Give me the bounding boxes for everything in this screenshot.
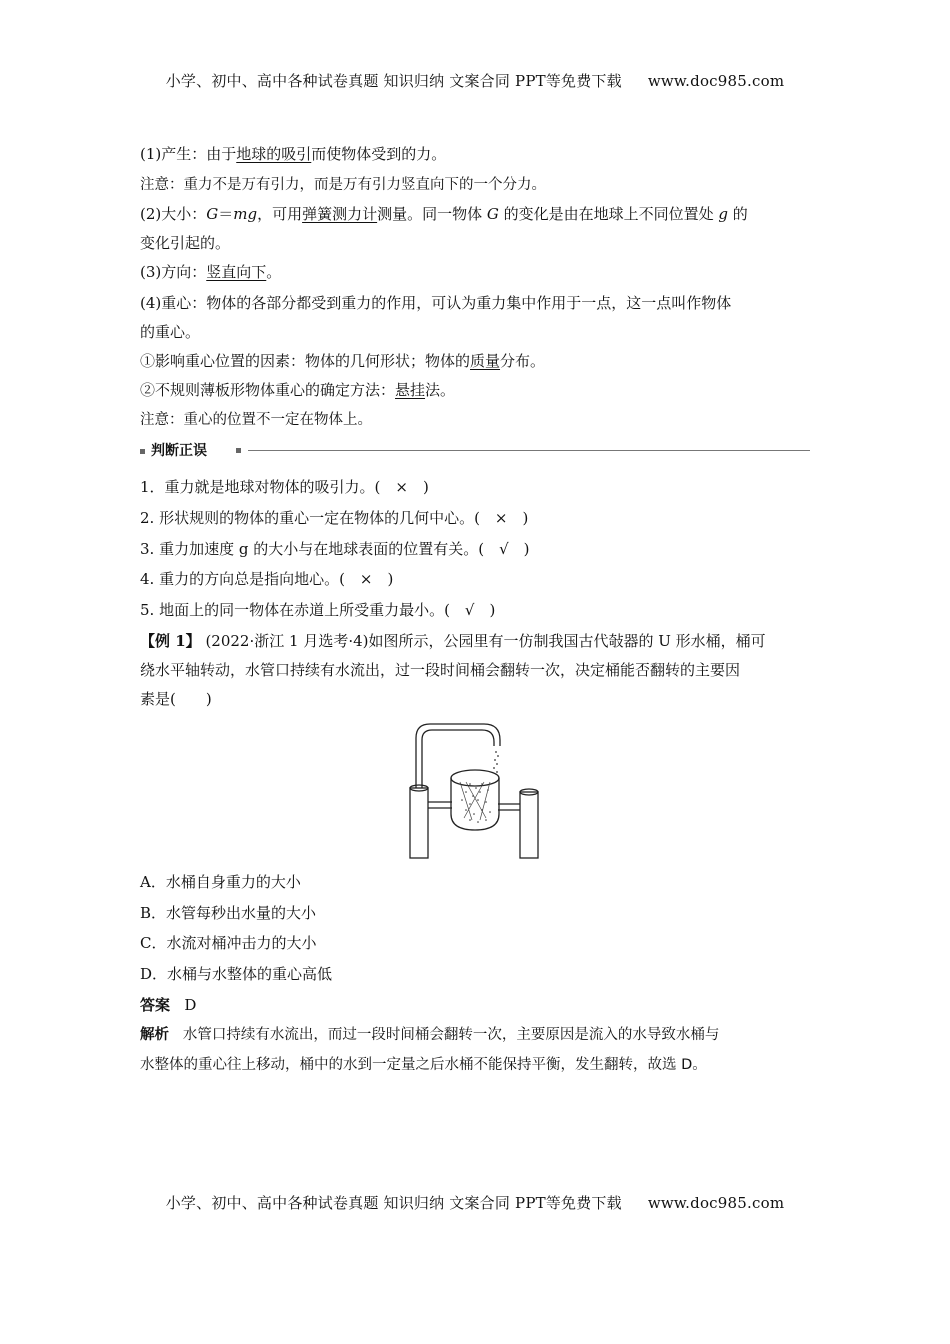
p2-post2: 的变化是由在地球上不同位置处 — [498, 205, 719, 223]
water-stream — [461, 751, 499, 823]
page-header — [0, 70, 950, 91]
right-axle — [498, 804, 520, 810]
header-text: 小学、初中、高中各种试卷真题 知识归纳 文案合同 PPT等免费下载 — [165, 72, 622, 90]
judgment-item: 4. 重力的方向总是指向地心。( × ) — [140, 570, 394, 588]
p2-pre: (2)大小： — [140, 205, 207, 223]
example-line2: 绕水平轴转动，水管口持续有水流出，过一段时间桶会翻转一次，决定桶能否翻转的主要因 — [140, 661, 741, 679]
answer-line — [140, 994, 820, 1016]
para-method — [140, 379, 820, 401]
p2-underline: 弹簧测力计 — [302, 205, 378, 223]
para-magnitude — [140, 203, 820, 225]
left-axle — [428, 802, 452, 808]
option-a: A．水桶自身重力的大小 — [140, 873, 301, 891]
p3-underline: 竖直向下 — [206, 263, 267, 281]
p3-post: 。 — [266, 263, 282, 281]
water-pipe — [416, 724, 500, 788]
p2-g: G — [206, 205, 219, 223]
right-post — [520, 792, 538, 858]
example-question — [140, 630, 820, 652]
example-label: 【例 1】 — [140, 632, 201, 650]
answer-label: 答案 — [140, 996, 171, 1014]
p6-post: 法。 — [425, 381, 456, 399]
note-gravity: 注意：重力不是万有引力，而是万有引力竖直向下的一个分力。 — [140, 177, 546, 193]
section-judgment-header — [140, 440, 810, 462]
judgment-item: 1．重力就是地球对物体的吸引力。( × ) — [140, 478, 429, 496]
para-center-cont: 的重心。 — [140, 323, 201, 341]
analysis-label: 解析 — [140, 1027, 169, 1043]
example-line3: 素是( ) — [140, 690, 212, 708]
p5-post: 分布。 — [500, 352, 546, 370]
judgment-item: 5. 地面上的同一物体在赤道上所受重力最小。( √ ) — [140, 601, 496, 619]
analysis-line1 — [140, 1024, 820, 1046]
footer-site: www.doc985.com — [647, 1194, 785, 1212]
p5-pre: ①影响重心位置的因素：物体的几何形状；物体的 — [140, 352, 471, 370]
page-footer — [0, 1192, 950, 1213]
note-center: 注意：重心的位置不一定在物体上。 — [140, 412, 372, 428]
p2-mg: mg — [233, 205, 258, 223]
bullet-square-icon — [236, 448, 241, 453]
para-origin-underline: 地球的吸引 — [236, 145, 312, 163]
para-factors — [140, 350, 820, 372]
p5-underline: 质量 — [470, 352, 501, 370]
section-divider — [248, 450, 810, 451]
option-c: C．水流对桶冲击力的大小 — [140, 934, 317, 952]
p2-g2: G — [486, 205, 499, 223]
option-d: D．水桶与水整体的重心高低 — [140, 965, 333, 983]
footer-text: 小学、初中、高中各种试卷真题 知识归纳 文案合同 PPT等免费下载 — [165, 1194, 622, 1212]
judgment-item: 2. 形状规则的物体的重心一定在物体的几何中心。( × ) — [140, 509, 529, 527]
para-origin — [140, 143, 820, 165]
p3-pre: (3)方向： — [140, 263, 207, 281]
para-magnitude-cont: 变化引起的。 — [140, 234, 231, 252]
p2-post1: 测量。同一物体 — [377, 205, 487, 223]
para-direction — [140, 261, 820, 283]
left-post — [410, 788, 428, 858]
judgment-item: 3. 重力加速度 g 的大小与在地球表面的位置有关。( √ ) — [140, 540, 530, 558]
analysis-line2: 水整体的重心往上移动，桶中的水到一定量之后水桶不能保持平衡，发生翻转，故选 D。 — [140, 1057, 707, 1073]
option-b: B．水管每秒出水量的大小 — [140, 904, 317, 922]
header-site: www.doc985.com — [647, 72, 785, 90]
para-origin-post: 而使物体受到的力。 — [311, 145, 447, 163]
bucket-rim — [451, 770, 499, 786]
analysis-text1: 水管口持续有水流出，而过一段时间桶会翻转一次，主要原因是流入的水导致水桶与 — [182, 1027, 720, 1043]
bullet-square-icon — [140, 449, 145, 454]
p2-post3: 的 — [728, 205, 748, 223]
example-line1: (2022·浙江 1 月选考·4)如图所示，公园里有一仿制我国古代敧器的 U 形水桶，桶可 — [200, 632, 766, 650]
p2-eq: ＝ — [218, 205, 234, 223]
p2-mid: ，可用 — [257, 205, 303, 223]
p6-underline: 悬挂 — [395, 381, 426, 399]
p6-pre: ②不规则薄板形物体重心的确定方法： — [140, 381, 396, 399]
answer-value: D — [184, 996, 197, 1014]
u-bucket-figure — [400, 720, 550, 860]
para-origin-pre: (1)产生：由于 — [140, 145, 237, 163]
p2-g3: g — [718, 205, 729, 223]
section-title: 判断正误 — [151, 443, 207, 459]
para-center: (4)重心：物体的各部分都受到重力的作用，可认为重力集中作用于一点，这一点叫作物体 — [140, 294, 732, 312]
